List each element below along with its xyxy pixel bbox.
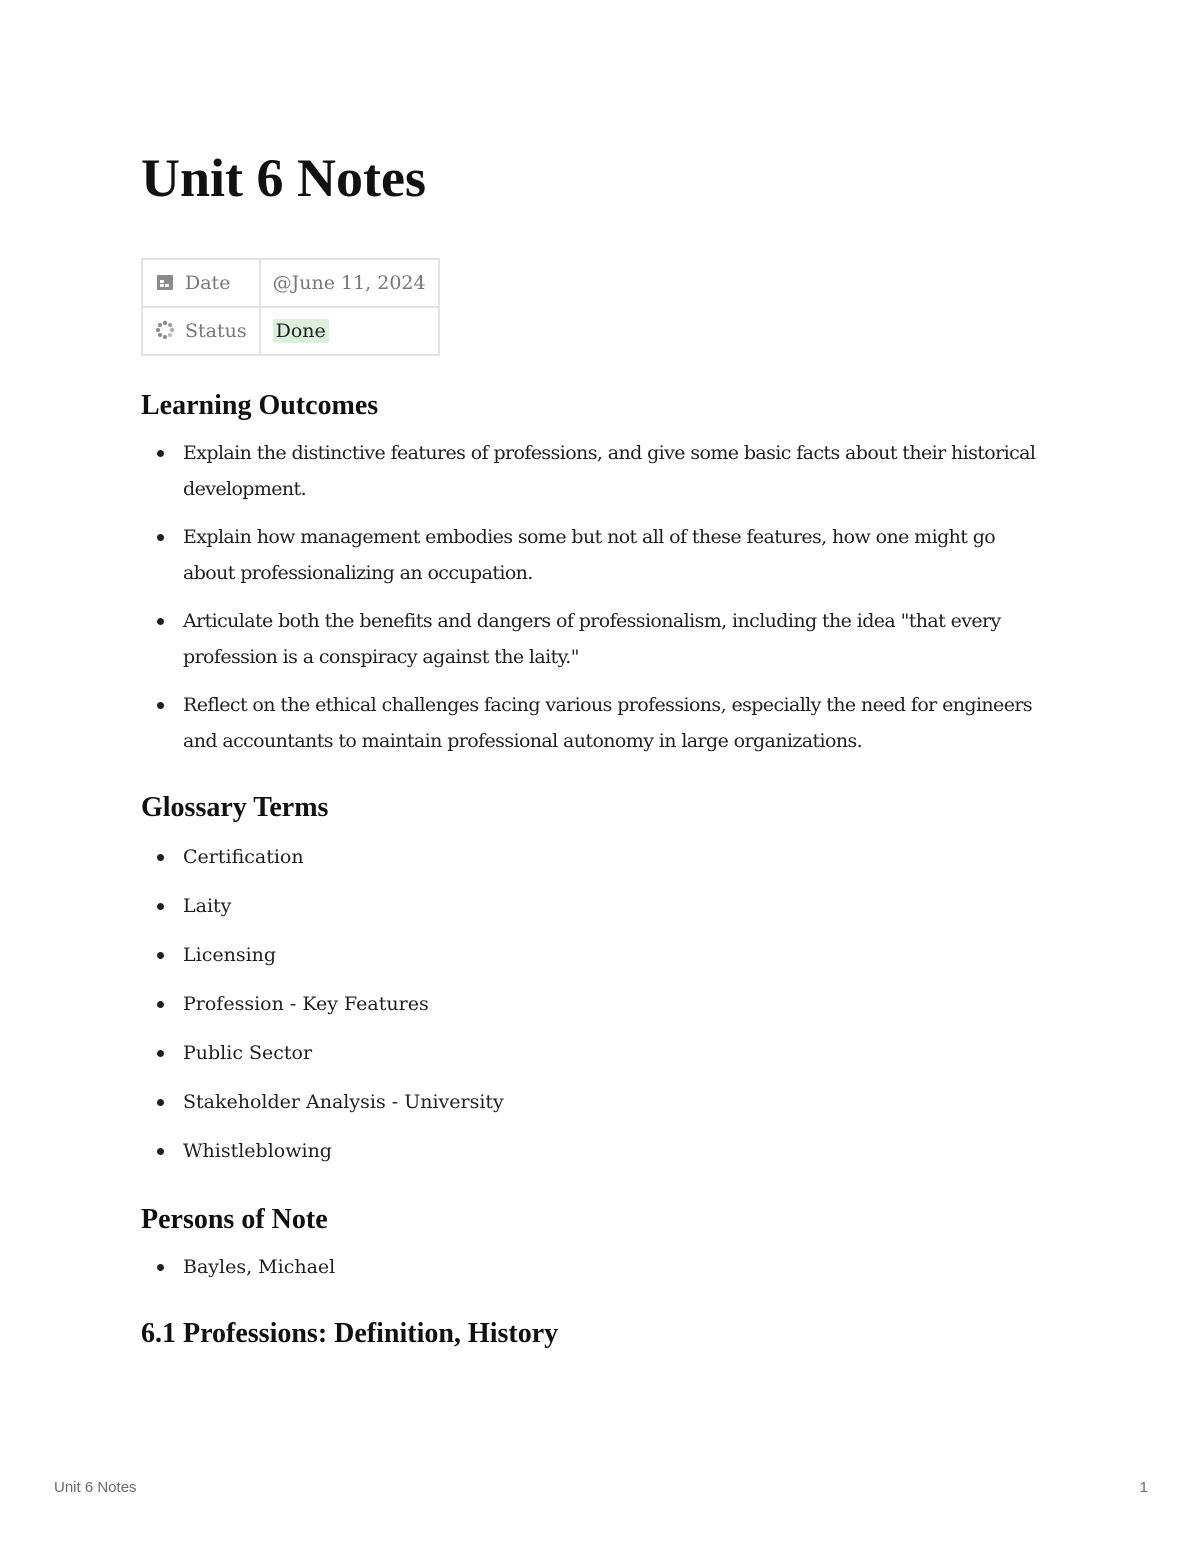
list-item: Profession - Key Features — [141, 987, 1041, 1023]
property-key-date — [142, 259, 260, 307]
list-item: Stakeholder Analysis - University — [141, 1085, 1041, 1121]
heading-learning-outcomes: Learning Outcomes — [141, 390, 379, 421]
list-item: Reflect on the ethical challenges facing various professions, especially the need for engineers and accountants to maintain professional autonomy in large organizations. — [141, 688, 1041, 759]
footer-page-number: 1 — [1139, 1479, 1148, 1496]
properties-table — [141, 258, 440, 356]
glossary-terms-list — [141, 840, 1041, 1183]
list-item: Licensing — [141, 938, 1041, 974]
property-row-date — [142, 259, 439, 307]
status-badge: Done — [273, 319, 329, 343]
list-item: Public Sector — [141, 1036, 1041, 1072]
heading-section-6-1: 6.1 Professions: Definition, History — [141, 1318, 559, 1349]
learning-outcomes-list — [141, 436, 1041, 772]
list-item: Bayles, Michael — [141, 1250, 1041, 1286]
list-item: Explain the distinctive features of professions, and give some basic facts about their historical development. — [141, 436, 1041, 507]
calendar-icon — [155, 272, 175, 292]
property-value-date[interactable]: @June 11, 2024 — [260, 259, 439, 307]
status-icon — [155, 320, 175, 340]
list-item: Explain how management embodies some but not all of these features, how one might go about professionalizing an occupation. — [141, 520, 1041, 591]
property-label: Status — [185, 320, 247, 342]
property-label: Date — [185, 272, 231, 294]
persons-of-note-list — [141, 1250, 1041, 1299]
property-key-status — [142, 307, 260, 355]
list-item: Certification — [141, 840, 1041, 876]
property-value-status[interactable] — [260, 307, 439, 355]
list-item: Whistleblowing — [141, 1134, 1041, 1170]
footer-title: Unit 6 Notes — [54, 1479, 137, 1496]
heading-glossary-terms: Glossary Terms — [141, 792, 329, 823]
property-row-status — [142, 307, 439, 355]
heading-persons-of-note: Persons of Note — [141, 1204, 328, 1235]
list-item: Articulate both the benefits and dangers of professionalism, including the idea "that every profession is a conspiracy against the laity." — [141, 604, 1041, 675]
page-title: Unit 6 Notes — [141, 148, 426, 208]
list-item: Laity — [141, 889, 1041, 925]
